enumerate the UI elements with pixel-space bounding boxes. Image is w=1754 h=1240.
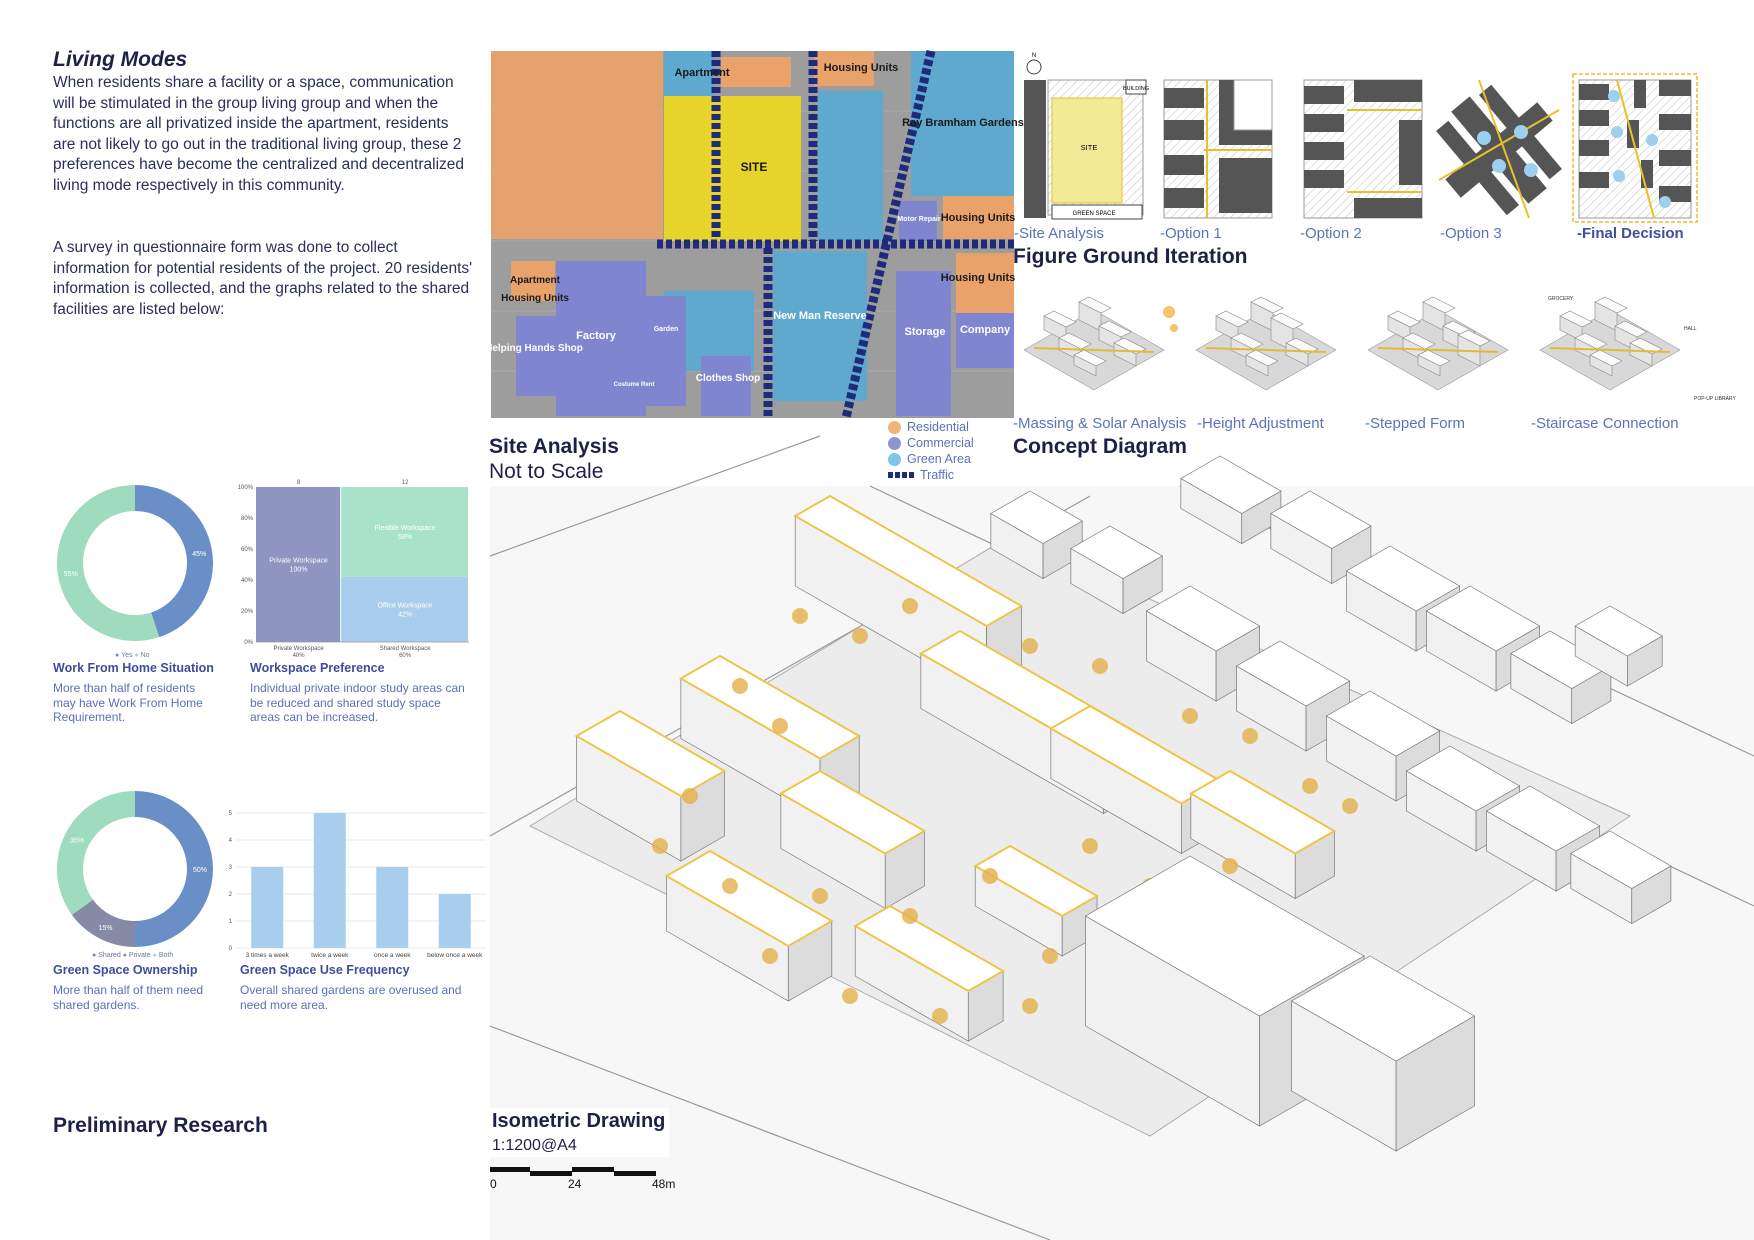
isometric-scale: 1:1200@A4: [492, 1137, 577, 1154]
living-modes-paragraph: When residents share a facility or a space, communication will be stimulated in the group living group and when the functions are all privatized inside the apartment, residents are not likely to go out in the traditional living group, these 2 preferences have become the centralized and decentralized living mode respectively in this community.: [53, 74, 465, 194]
bar-2: [376, 867, 408, 948]
concept-annotation-1: HALL: [1684, 326, 1697, 332]
mekko-cat-1: Shared Workspace: [379, 646, 431, 652]
site-analysis-subtitle: Not to Scale: [489, 460, 604, 483]
green-own-slice-both: [57, 791, 135, 915]
iso-tree-21: [842, 988, 858, 1004]
green-ownership-legend: ● Shared ● Private ● Both: [92, 952, 174, 959]
map-label-14: Company: [959, 324, 1011, 336]
map-label-8: Factory: [576, 330, 616, 342]
bar-3: [439, 894, 471, 948]
workspace-title: Workspace Preference: [250, 661, 385, 675]
wfh-label-1: 55%: [63, 571, 78, 579]
bar-cat-0: 3 times a week: [245, 952, 289, 959]
green-frequency-bar-chart: [222, 805, 492, 963]
bar-cat-3: below once a week: [427, 952, 483, 959]
green-ownership-title: Green Space Ownership: [53, 963, 198, 977]
map-label-16: Garden: [653, 326, 679, 333]
concept-diagram-title: Concept Diagram: [1013, 435, 1187, 458]
mekko-ytick-3: 60%: [240, 547, 253, 553]
concept-massing-4: [1540, 297, 1680, 390]
green-frequency-caption: Overall shared gardens are overused and need more area.: [240, 983, 462, 1012]
mekko-ytick-1: 20%: [240, 609, 253, 615]
fg-label-option-2: -Option 2: [1300, 225, 1362, 242]
map-label-12: New Man Reserve: [773, 310, 867, 322]
wfh-legend-no: No: [140, 652, 150, 659]
legend-commercial: Commercial: [888, 435, 974, 451]
svg-text:BUILDING: BUILDING: [1123, 86, 1149, 92]
fg-option-3: [1414, 65, 1583, 234]
iso-tree-8: [1242, 728, 1258, 744]
iso-tree-14: [982, 868, 998, 884]
mekko-count-1: 12: [401, 480, 409, 486]
map-label-3: Housing Units: [940, 212, 1016, 224]
mekko-seg-name-1-0: Flexible Workspace: [374, 524, 436, 532]
workspace-preference-chart: [230, 475, 480, 665]
map-label-9: Helping Hands Shop: [485, 343, 583, 354]
concept-step-4: -Staircase Connection: [1531, 415, 1679, 432]
iso-tree-22: [932, 1008, 948, 1024]
map-label-7: Apartment: [509, 275, 561, 286]
isometric-caption: [488, 1108, 669, 1157]
map-label-5: Motor Repair: [897, 216, 941, 223]
iso-tree-13: [902, 908, 918, 924]
green-own-label-1: 15%: [98, 924, 113, 932]
map-label-13: Storage: [904, 326, 946, 338]
mekko-seg-name-0-0: Private Workspace: [269, 557, 328, 565]
bar-ytick-3: 3: [228, 865, 232, 871]
map-label-4: SITE: [740, 160, 768, 174]
bar-ytick-0: 0: [228, 946, 232, 952]
wfh-label-0: 45%: [192, 550, 207, 558]
mekko-ytick-2: 40%: [240, 578, 253, 584]
mekko-seg-value-1-0: 58%: [398, 533, 413, 541]
iso-tree-15: [1082, 838, 1098, 854]
bar-ytick-5: 5: [228, 811, 232, 817]
svg-text:SITE: SITE: [1080, 143, 1098, 152]
wfh-caption: More than half of residents may have Work From Home Requirement.: [53, 681, 203, 724]
map-label-11: Clothes Shop: [695, 373, 761, 384]
legend-residential: Residential: [888, 419, 974, 435]
scale-tick-24: 24: [568, 1177, 582, 1191]
mekko-cat-0: Private Workspace: [273, 646, 324, 652]
concept-annotation-2: POP-UP LIBRARY: [1694, 396, 1736, 402]
fg-label-option-3: -Option 3: [1440, 225, 1502, 242]
wfh-legend-yes: Yes: [121, 652, 133, 659]
green-frequency-title: Green Space Use Frequency: [240, 963, 410, 977]
fg-option-1: [1164, 80, 1272, 218]
iso-tree-12: [812, 888, 828, 904]
site-analysis-title: Site Analysis: [489, 435, 619, 458]
iso-tree-19: [1342, 798, 1358, 814]
map-label-2: Ray Bramham Gardens: [902, 117, 1024, 129]
map-label-0: Apartment: [674, 67, 730, 79]
wfh-donut-chart: [50, 478, 220, 648]
scale-tick-0: 0: [490, 1177, 497, 1191]
mekko-cat-pct-1: 60%: [399, 653, 412, 659]
green-own-label-0: 50%: [192, 867, 208, 874]
workspace-caption: Individual private indoor study areas can be reduced and shared study space areas can be increased.: [250, 681, 465, 724]
iso-tree-7: [1182, 708, 1198, 724]
concept-step-2: -Height Adjustment: [1197, 415, 1324, 432]
fg-label-option-1: -Option 1: [1160, 225, 1222, 242]
isometric-title: Isometric Drawing: [492, 1110, 666, 1132]
legend-private: Private: [128, 952, 151, 959]
bar-1: [314, 813, 346, 948]
iso-tree-1: [852, 628, 868, 644]
scale-bar: [488, 1164, 683, 1192]
iso-tree-4: [772, 718, 788, 734]
iso-tree-6: [1092, 658, 1108, 674]
concept-massing-3: [1368, 297, 1508, 390]
iso-tree-18: [1302, 778, 1318, 794]
figure-ground-diagrams: [1014, 50, 1729, 225]
bar-ytick-1: 1: [228, 919, 232, 925]
isometric-drawing: [490, 486, 1754, 1240]
fg-final-decision: [1573, 74, 1697, 222]
concept-step-1: -Massing & Solar Analysis: [1013, 415, 1187, 432]
mekko-ytick-0: 0%: [244, 640, 253, 646]
survey-paragraph: A survey in questionnaire form was done to collect information for potential residents of the project. 20 residents' information is collected, and the graphs related to the shared facilities are listed below:: [53, 239, 473, 318]
mekko-seg-name-1-1: Office Workspace: [377, 602, 433, 610]
svg-text:GREEN SPACE: GREEN SPACE: [1072, 211, 1116, 217]
fg-label-final-decision: -Final Decision: [1577, 225, 1684, 242]
iso-tree-9: [682, 788, 698, 804]
map-label-6: Housing Units: [940, 272, 1016, 284]
concept-annotation-0: GROCERY: [1548, 296, 1574, 302]
green-ownership-donut-chart: [50, 784, 220, 954]
site-analysis-map: [485, 51, 1024, 418]
scale-tick-48: 48m: [652, 1177, 676, 1191]
wfh-legend: ● Yes ● No: [115, 652, 150, 659]
mekko-seg-value-1-1: 42%: [398, 611, 413, 619]
iso-tree-11: [722, 878, 738, 894]
bar-cat-1: twice a week: [311, 952, 349, 959]
bar-ytick-4: 4: [228, 838, 232, 844]
iso-tree-2: [902, 598, 918, 614]
mekko-ytick-4: 80%: [240, 516, 253, 522]
wfh-title: Work From Home Situation: [53, 661, 214, 675]
legend-both: Both: [158, 952, 174, 959]
mekko-segment-0-0: [256, 487, 340, 642]
fg-site-analysis: [1024, 53, 1149, 219]
section-title: Preliminary Research: [53, 1114, 268, 1137]
iso-tree-5: [1022, 638, 1038, 654]
map-label-1: Housing Units: [823, 62, 899, 74]
legend-green-area: Green Area: [888, 451, 974, 467]
concept-massing-1: [1024, 297, 1164, 390]
map-label-15: Housing Units: [501, 293, 569, 304]
map-legend: [888, 419, 974, 483]
iso-tree-23: [1022, 998, 1038, 1014]
concept-massing-2: [1196, 297, 1336, 390]
mekko-cat-pct-0: 40%: [292, 653, 305, 659]
iso-tree-10: [652, 838, 668, 854]
iso-tree-24: [1042, 948, 1058, 964]
green-ownership-caption: More than half of them need shared gardens.: [53, 983, 204, 1012]
legend-traffic: Traffic: [888, 467, 974, 483]
bar-cat-2: once a week: [374, 952, 411, 959]
living-modes-title: Living Modes: [53, 48, 188, 71]
concept-diagrams: [1014, 290, 1736, 410]
iso-tree-17: [1222, 858, 1238, 874]
iso-tree-20: [762, 948, 778, 964]
figure-ground-title: Figure Ground Iteration: [1013, 245, 1248, 268]
fg-label-site-analysis: -Site Analysis: [1014, 225, 1105, 242]
iso-tree-3: [732, 678, 748, 694]
mekko-ytick-5: 100%: [237, 485, 253, 491]
bar-ytick-2: 2: [228, 892, 232, 898]
iso-tree-0: [792, 608, 808, 624]
bar-0: [251, 867, 283, 948]
mekko-count-0: 8: [296, 480, 301, 486]
legend-shared: Shared: [98, 952, 121, 959]
svg-text:N: N: [1031, 53, 1037, 59]
concept-step-3: -Stepped Form: [1365, 415, 1466, 432]
mekko-seg-value-0-0: 100%: [289, 566, 308, 574]
map-label-10: Costume Rent: [613, 382, 655, 388]
green-own-label-2: 35%: [70, 837, 85, 845]
fg-option-2: [1304, 80, 1422, 218]
